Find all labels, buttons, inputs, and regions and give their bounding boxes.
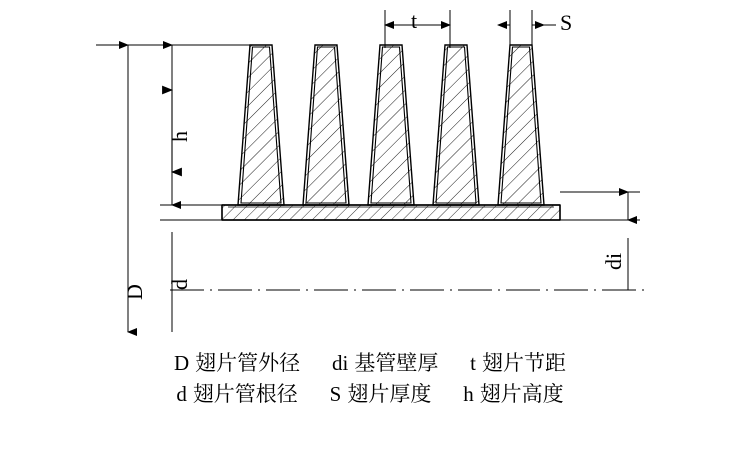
legend-item bbox=[176, 379, 324, 410]
label-h: h bbox=[167, 131, 192, 142]
legend-item bbox=[463, 379, 564, 410]
fin-4 bbox=[433, 45, 479, 205]
label-d: d bbox=[167, 279, 192, 290]
legend-text: 翅片管外径 bbox=[195, 352, 301, 375]
legend-row bbox=[0, 379, 740, 410]
dimension-t bbox=[385, 10, 450, 48]
legend-symbol: h bbox=[463, 382, 474, 406]
legend-row bbox=[0, 348, 740, 379]
legend-text: 翅片管根径 bbox=[192, 383, 298, 406]
fin-1 bbox=[238, 45, 284, 205]
legend-text: 翅片高度 bbox=[479, 383, 564, 406]
dimension-di bbox=[560, 192, 640, 290]
legend-text: 基管壁厚 bbox=[354, 352, 439, 375]
label-di: di bbox=[601, 252, 626, 270]
fin-3 bbox=[368, 45, 414, 205]
fin-2 bbox=[303, 45, 349, 205]
legend-item bbox=[330, 379, 458, 410]
legend bbox=[0, 348, 740, 410]
legend-symbol: D bbox=[173, 351, 190, 375]
dimension-S bbox=[498, 10, 556, 48]
label-S: S bbox=[560, 10, 573, 35]
legend-symbol: t bbox=[470, 351, 477, 375]
legend-item bbox=[174, 348, 326, 379]
label-D: D bbox=[122, 284, 147, 300]
legend-symbol: d bbox=[176, 382, 187, 406]
fin-5 bbox=[498, 45, 544, 205]
legend-item bbox=[332, 348, 464, 379]
legend-symbol: di bbox=[331, 351, 349, 375]
base-tube-wall bbox=[222, 205, 560, 220]
legend-text: 翅片厚度 bbox=[347, 383, 432, 406]
fin-group bbox=[238, 45, 544, 205]
legend-item bbox=[470, 348, 566, 379]
label-t: t bbox=[411, 8, 418, 33]
legend-symbol: S bbox=[329, 382, 342, 406]
legend-text: 翅片节距 bbox=[482, 352, 567, 375]
